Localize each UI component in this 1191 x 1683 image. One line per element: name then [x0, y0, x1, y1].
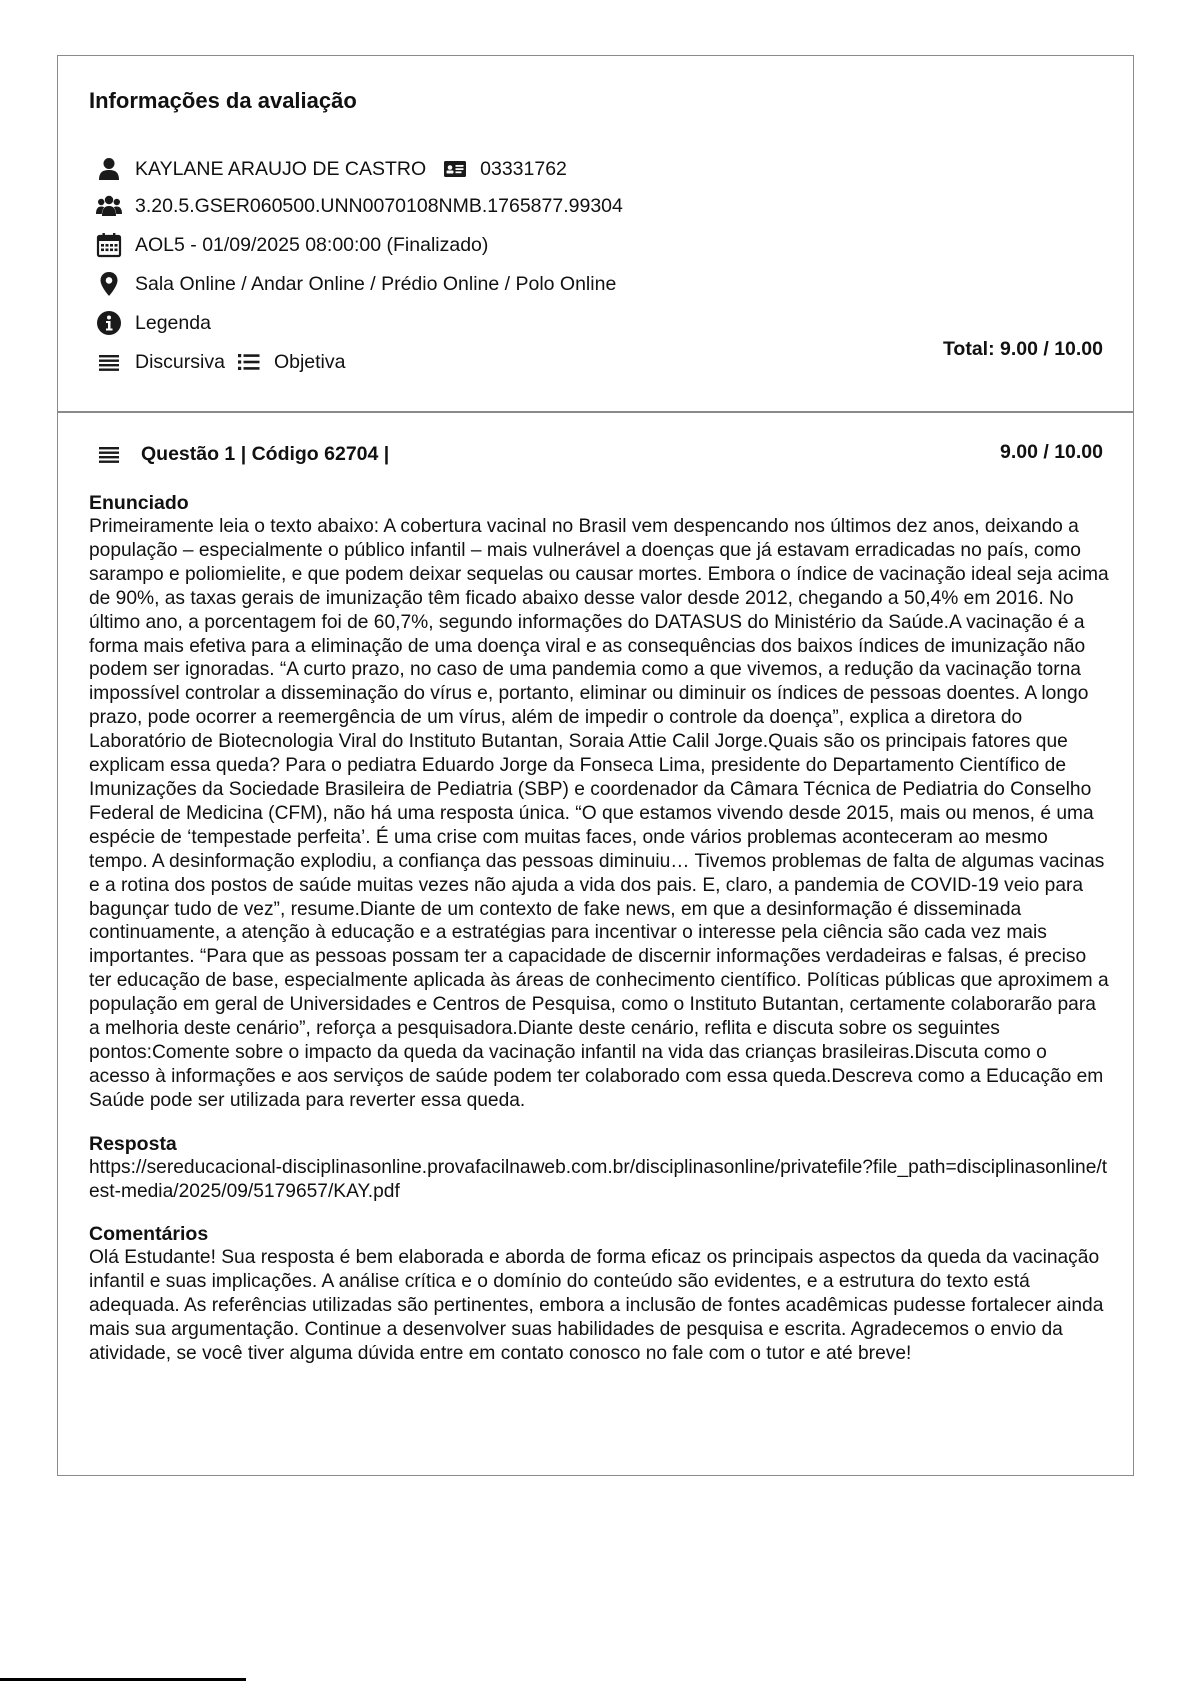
class-row	[96, 192, 623, 220]
assessment-info-title: Informações da avaliação	[89, 88, 357, 113]
location-row	[96, 270, 616, 298]
group-icon	[96, 193, 122, 219]
question-header	[96, 439, 389, 469]
question-type-row	[96, 348, 345, 376]
legend-label: Legenda	[135, 311, 211, 334]
question-title: Questão 1 | Código 62704 |	[141, 442, 390, 465]
statement-label: Enunciado	[89, 492, 189, 514]
info-circle-icon	[96, 310, 122, 336]
question-card	[57, 412, 1134, 1476]
comments-text: Olá Estudante! Sua resposta é bem elaborada e aborda de forma eficaz os principais aspectos da queda da vacinação infantil e suas implicações. A análise crítica e o domínio do conteúdo são evidentes, e a estrutura do texto está adequada. As referências utilizadas são pertinentes, embora a inclusão de fontes acadêmicas pudesse fortalecer ainda mais sua argumentação. Continue a desenvolver suas habilidades de pesquisa e escrita. Agradecemos o envio da atividade, se você tiver alguma dúvida entre em contato conosco no fale com o tutor e até breve!	[89, 1247, 1104, 1365]
student-id: 03331762	[480, 157, 567, 180]
id-card-icon	[443, 157, 467, 181]
footer-divider	[0, 1678, 246, 1681]
answer-link[interactable]: https://sereducacional-disciplinasonline.provafacilnaweb.com.br/disciplinasonline/privatefile?file_path=disciplinasonline/test-media/2025/09/5179657/KAY.pdf	[89, 1156, 1108, 1202]
question-score: 9.00 / 10.00	[999, 441, 1103, 463]
objective-label: Objetiva	[273, 350, 346, 373]
list-lines-icon	[96, 349, 122, 375]
statement-text: Primeiramente leia o texto abaixo: A cobertura vacinal no Brasil vem despencando nos últimos dez anos, deixando a população – especialmente o público infantil – mais vulnerável a doenças que já estavam erradicadas no país, como sarampo e poliomielite, e que podem deixar sequelas ou causar mortes. Embora o índice de vacinação ideal seja acima de 90%, as taxas gerais de imunização têm ficado abaixo desse valor desde 2012, chegando a 50,4% em 2016. No último ano, a porcentagem foi de 60,7%, segundo informações do DATASUS do Ministério da Saúde.A vacinação é a forma mais efetiva para a eliminação de uma doença viral e as consequências dos baixos índices de imunização não podem ser ignoradas. “A curto prazo, no caso de uma pandemia como a que vivemos, a redução da vacinação torna impossível controlar a disseminação do vírus e, portanto, eliminar ou diminuir os índices de pessoas doentes. A longo prazo, pode ocorrer a reemergência de um vírus, além de impedir o controle da doença”, explica a diretora do Laboratório de Biotecnologia Viral do Instituto Butantan, Soraia Attie Calil Jorge.Quais são os principais fatores que explicam essa queda? Para o pediatra Eduardo Jorge da Fonseca Lima, presidente do Departamento Científico de Imunizações da Sociedade Brasileira de Pediatria (SBP) e coordenador da Câmara Técnica de Pediatria do Conselho Federal de Medicina (CFM), não há uma resposta única. “O que estamos vivendo desde 2015, mais ou menos, é uma espécie de ‘tempestade perfeita’. É uma crise com muitas faces, onde vários problemas aconteceram ao mesmo tempo. A desinformação explodiu, a confiança das pessoas diminuiu… Tivemos problemas de falta de algumas vacinas e a rotina dos postos de saúde muitas vezes não ajuda a vida dos pais. E, claro, a pandemia de COVID-19 veio para bagunçar tudo de vez”, resume.Diante de um contexto de fake news, em que a desinformação é disseminada continuamente, a atenção à educação e a estratégias para incentivar o interesse pela ciência são cada vez mais importantes. “Para que as pessoas possam ter a capacidade de discernir informações verdadeiras e falsas, é preciso ter educação de base, especialmente aplicada às áreas de conhecimento científico. Políticas públicas que aproximem a população em geral de Universidades e Centros de Pesquisa, como o Instituto Butantan, certamente colaborarão para a melhoria deste cenário”, reforça a pesquisadora.Diante deste cenário, reflita e discuta sobre os seguintes pontos:Comente sobre o impacto da queda da vacinação infantil na vida das crianças brasileiras.Discuta como o acesso à informações e aos serviços de saúde podem ter colaborado com essa queda.Descreva como a Educação em Saúde pode ser utilizada para reverter essa queda.	[89, 516, 1109, 1111]
student-name: KAYLANE ARAUJO DE CASTRO	[135, 157, 427, 180]
map-marker-icon	[96, 271, 122, 297]
answer-label: Resposta	[89, 1132, 177, 1155]
comments-label: Comentários	[89, 1223, 209, 1246]
class-code: 3.20.5.GSER060500.UNN0070108NMB.1765877.99304	[135, 194, 623, 217]
user-icon	[96, 156, 122, 182]
question-body	[89, 491, 1109, 1385]
student-row	[96, 155, 567, 183]
list-lines-icon	[96, 441, 122, 467]
legend-row	[96, 309, 211, 337]
location: Sala Online / Andar Online / Prédio Online / Polo Online	[135, 272, 617, 295]
calendar-icon	[96, 232, 122, 258]
exam-info: AOL5 - 01/09/2025 08:00:00 (Finalizado)	[135, 233, 489, 256]
total-score: Total: 9.00 / 10.00	[942, 338, 1103, 360]
list-bullets-icon	[237, 350, 261, 374]
exam-row	[96, 231, 488, 259]
assessment-info-card	[57, 55, 1134, 412]
discursive-label: Discursiva	[135, 350, 225, 373]
